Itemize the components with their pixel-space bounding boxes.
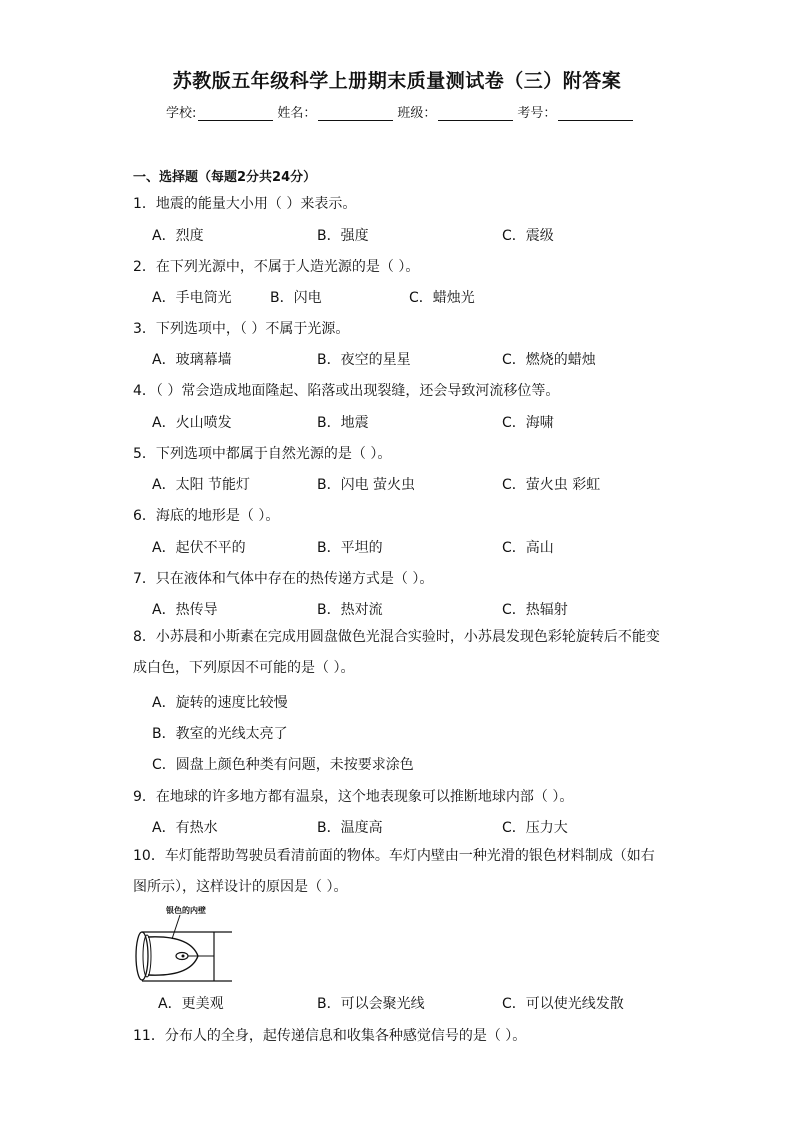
page-title: 苏教版五年级科学上册期末质量测试卷（三）附答案 bbox=[172, 70, 622, 92]
question-7: 7．只在液体和气体中存在的热传递方式是（ ）。 bbox=[133, 571, 434, 587]
question-2: 2．在下列光源中，不属于人造光源的是（ ）。 bbox=[133, 259, 420, 275]
option-b: B．闪电 萤火虫 bbox=[317, 477, 416, 493]
option-a: A．手电筒光 bbox=[152, 290, 232, 306]
option-c: C．海啸 bbox=[502, 415, 554, 431]
section-heading: 一、选择题（每题2分共24分） bbox=[133, 170, 317, 185]
question-8: 8．小苏晨和小斯素在完成用圆盘做色光混合实验时，小苏晨发现色彩轮旋转后不能变成白色，下列原因不可能的是（ ）。 bbox=[133, 629, 660, 676]
class-blank bbox=[438, 106, 513, 121]
question-1: 1．地震的能量大小用（ ）来表示。 bbox=[133, 196, 357, 212]
question-3: 3．下列选项中，（ ）不属于光源。 bbox=[133, 321, 350, 337]
option-b: B．温度高 bbox=[317, 820, 383, 836]
car-headlight-figure bbox=[130, 905, 240, 985]
name-blank bbox=[318, 106, 393, 121]
question-8-option-a: A．旋转的速度比较慢 bbox=[152, 695, 288, 711]
option-b: B．平坦的 bbox=[317, 540, 383, 556]
question-8-option-b: B．教室的光线太亮了 bbox=[152, 726, 288, 742]
option-a: A．热传导 bbox=[152, 602, 218, 618]
option-a: A．太阳 节能灯 bbox=[152, 477, 251, 493]
question-9: 9．在地球的许多地方都有温泉，这个地表现象可以推断地球内部（ ）。 bbox=[133, 789, 574, 805]
option-a: A．起伏不平的 bbox=[152, 540, 246, 556]
name-label: 姓名： bbox=[277, 106, 317, 121]
exam-no-blank bbox=[558, 106, 633, 121]
option-a: A．烈度 bbox=[152, 228, 204, 244]
question-5: 5．下列选项中都属于自然光源的是（ ）。 bbox=[133, 446, 392, 462]
option-c: C．高山 bbox=[502, 540, 554, 556]
question-11: 11．分布人的全身，起传递信息和收集各种感觉信号的是（ ）。 bbox=[133, 1028, 527, 1044]
option-b: B．可以会聚光线 bbox=[317, 996, 425, 1012]
option-a: A．有热水 bbox=[152, 820, 218, 836]
option-a: A．更美观 bbox=[158, 996, 224, 1012]
figure-label: 银色的内壁 bbox=[166, 906, 206, 915]
question-8-option-c: C．圆盘上颜色种类有问题，未按要求涂色 bbox=[152, 757, 414, 773]
option-c: C．可以使光线发散 bbox=[502, 996, 624, 1012]
exam-no-label: 考号： bbox=[517, 106, 557, 121]
option-b: B．强度 bbox=[317, 228, 369, 244]
option-c: C．震级 bbox=[502, 228, 554, 244]
option-b: B．热对流 bbox=[317, 602, 383, 618]
option-b: B．夜空的星星 bbox=[317, 352, 411, 368]
option-b: B．地震 bbox=[317, 415, 369, 431]
question-4: 4．（ ）常会造成地面隆起、陷落或出现裂缝，还会导致河流移位等。 bbox=[133, 383, 560, 399]
headlight-diagram-icon bbox=[130, 905, 240, 985]
option-a: A．玻璃幕墙 bbox=[152, 352, 232, 368]
option-c: C．压力大 bbox=[502, 820, 568, 836]
option-a: A．火山喷发 bbox=[152, 415, 232, 431]
student-info-line bbox=[166, 102, 637, 121]
option-c: C．热辐射 bbox=[502, 602, 568, 618]
question-6: 6．海底的地形是（ ）。 bbox=[133, 508, 280, 524]
option-b: B．闪电 bbox=[270, 290, 322, 306]
option-c: C．萤火虫 彩虹 bbox=[502, 477, 601, 493]
question-10: 10．车灯能帮助驾驶员看清前面的物体。车灯内壁由一种光滑的银色材料制成（如右图所示），这样设计的原因是（ ）。 bbox=[133, 848, 655, 895]
class-label: 班级： bbox=[397, 106, 437, 121]
school-blank bbox=[198, 106, 273, 121]
option-c: C．蜡烛光 bbox=[409, 290, 475, 306]
option-c: C．燃烧的蜡烛 bbox=[502, 352, 596, 368]
school-label: 学校: bbox=[166, 106, 197, 121]
